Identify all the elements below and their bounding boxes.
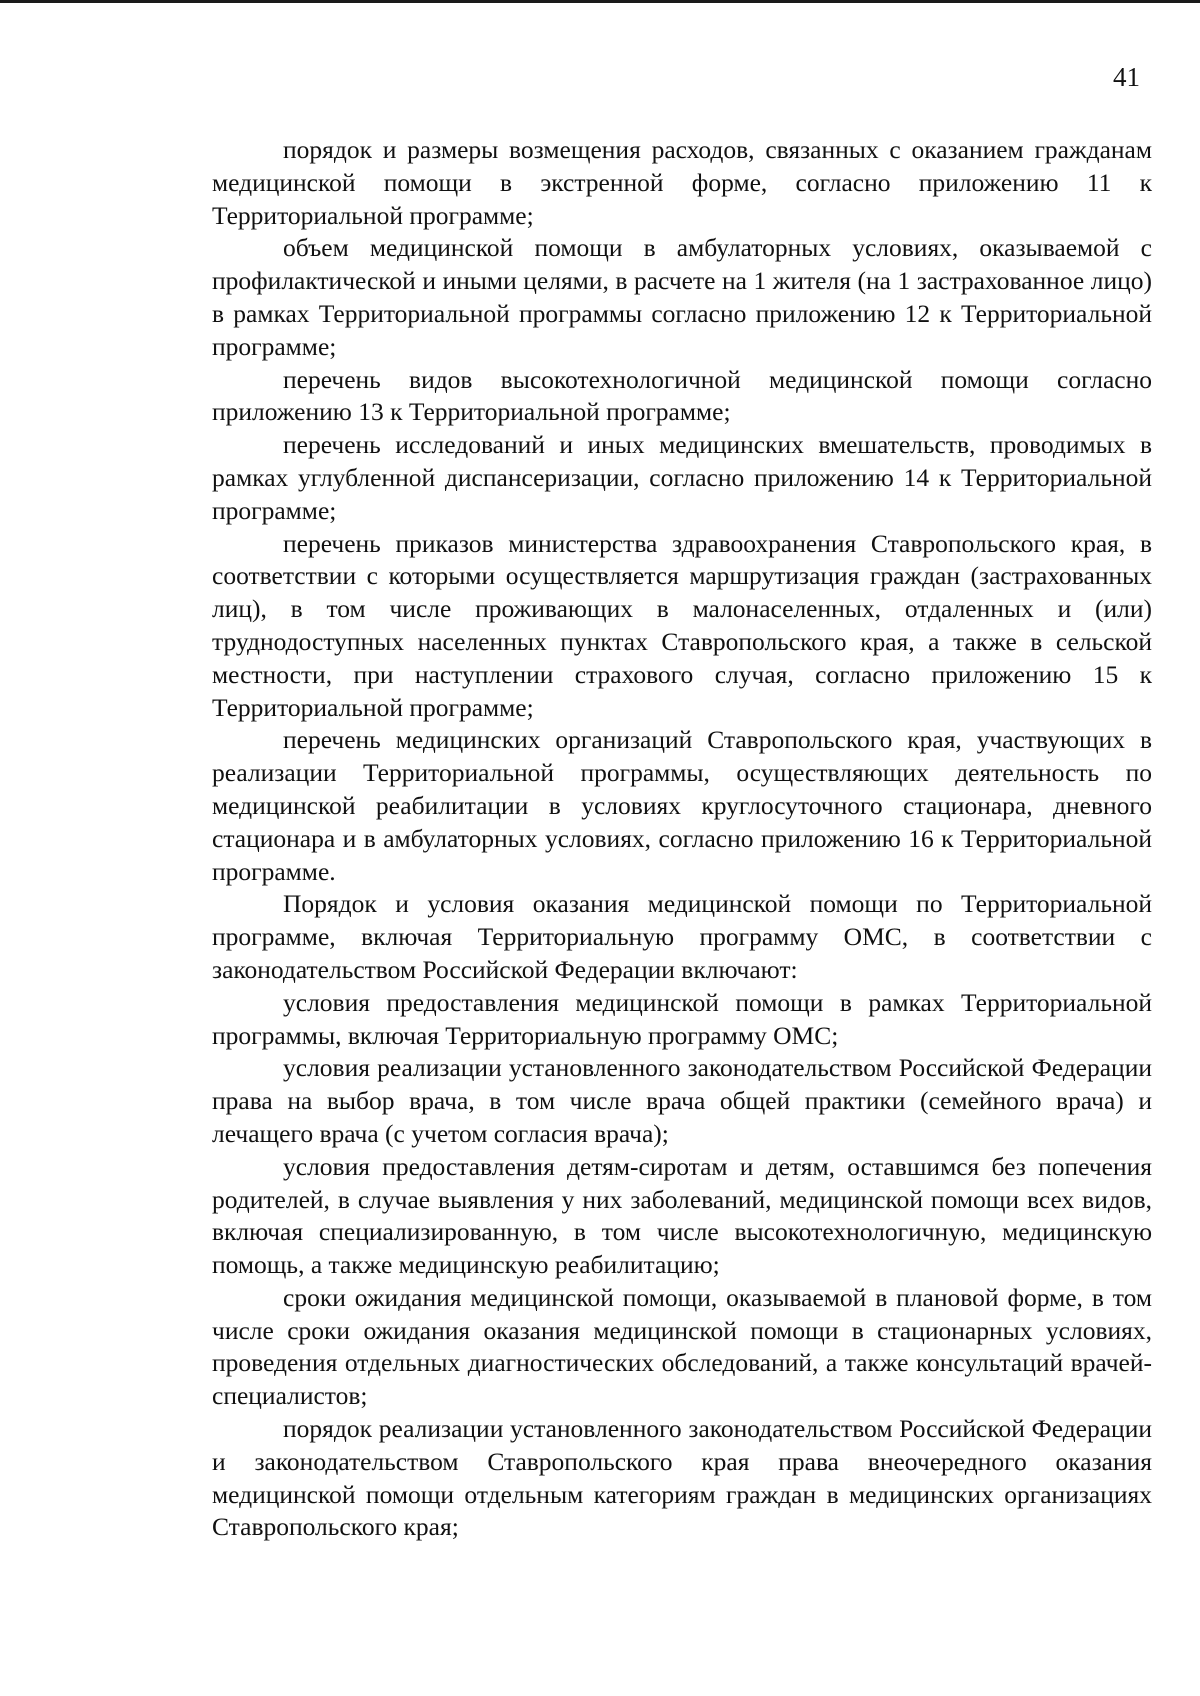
paragraph-procedure-and-conditions: Порядок и условия оказания медицинской помощи по Территориальной программе, включая Территориальную программу ОМС, в соответствии с законодательством Российской Федерации включают: xyxy=(212,889,1152,984)
page-number: 41 xyxy=(1113,62,1140,92)
paragraph-orphans-care: условия предоставления детям-сиротам и детям, оставшимся без попечения родителей, в случае выявления у них заболеваний, медицинской помощи всех видов, включая специализированную, в том числе высокотехнологичную, медицинскую помощь, а также медицинскую реабилитацию; xyxy=(212,1151,1152,1280)
paragraph-waiting-times: сроки ожидания медицинской помощи, оказываемой в плановой форме, в том числе сроки ожидания оказания медицинской помощи в стационарных условиях, проведения отдельных диагностических обследований, а также консультаций врачей-специалистов; xyxy=(212,1282,1152,1411)
paragraph-high-tech-care-list: перечень видов высокотехнологичной медицинской помощи согласно приложению 13 к Территориальной программе; xyxy=(212,364,1152,427)
paragraph-outpatient-volume: объем медицинской помощи в амбулаторных условиях, оказываемой с профилактической и иными целями, в расчете на 1 жителя (на 1 застрахованное лицо) в рамках Территориальной программы согласно приложению 12 к Территориальной программе; xyxy=(212,233,1152,361)
top-edge-line xyxy=(0,0,1200,3)
paragraph-priority-care: порядок реализации установленного законодательством Российской Федерации и законодательством Ставропольского края права внеочередного оказания медицинской помощи отдельным категориям граждан в медицинских организациях Ставропольского края; xyxy=(212,1414,1152,1542)
paragraph-rehabilitation-organizations-list: перечень медицинских организаций Ставропольского края, участвующих в реализации Территориальной программы, осуществляющих деятельность по медицинской реабилитации в условиях круглосуточного стационара, дневного стационара и в амбулаторных условиях, согласно приложению 16 к Территориальной программе. xyxy=(212,725,1152,886)
paragraph-doctor-choice: условия реализации установленного законодательством Российской Федерации права на выбор врача, в том числе врача общей практики (семейного врача) и лечащего врача (с учетом согласия врача); xyxy=(212,1053,1152,1148)
paragraph-dispensary-examination-list: перечень исследований и иных медицинских вмешательств, проводимых в рамках углубленной диспансеризации, согласно приложению 14 к Территориальной программе; xyxy=(212,430,1152,525)
paragraph-provision-conditions: условия предоставления медицинской помощи в рамках Территориальной программы, включая Территориальную программу ОМС; xyxy=(212,987,1152,1050)
paragraph-routing-orders-list: перечень приказов министерства здравоохранения Ставропольского края, в соответствии с которыми осуществляется маршрутизация граждан (застрахованных лиц), в том числе проживающих в малонаселенных, отдаленных и (или) труднодоступных населенных пунктах Ставропольского края, а также в сельской местности, при наступлении страхового случая, согласно приложению 15 к Территориальной программе; xyxy=(212,528,1152,722)
document-body xyxy=(212,134,1152,1544)
paragraph-compensation-procedure: порядок и размеры возмещения расходов, связанных с оказанием гражданам медицинской помощи в экстренной форме, согласно приложению 11 к Территориальной программе; xyxy=(212,135,1152,230)
